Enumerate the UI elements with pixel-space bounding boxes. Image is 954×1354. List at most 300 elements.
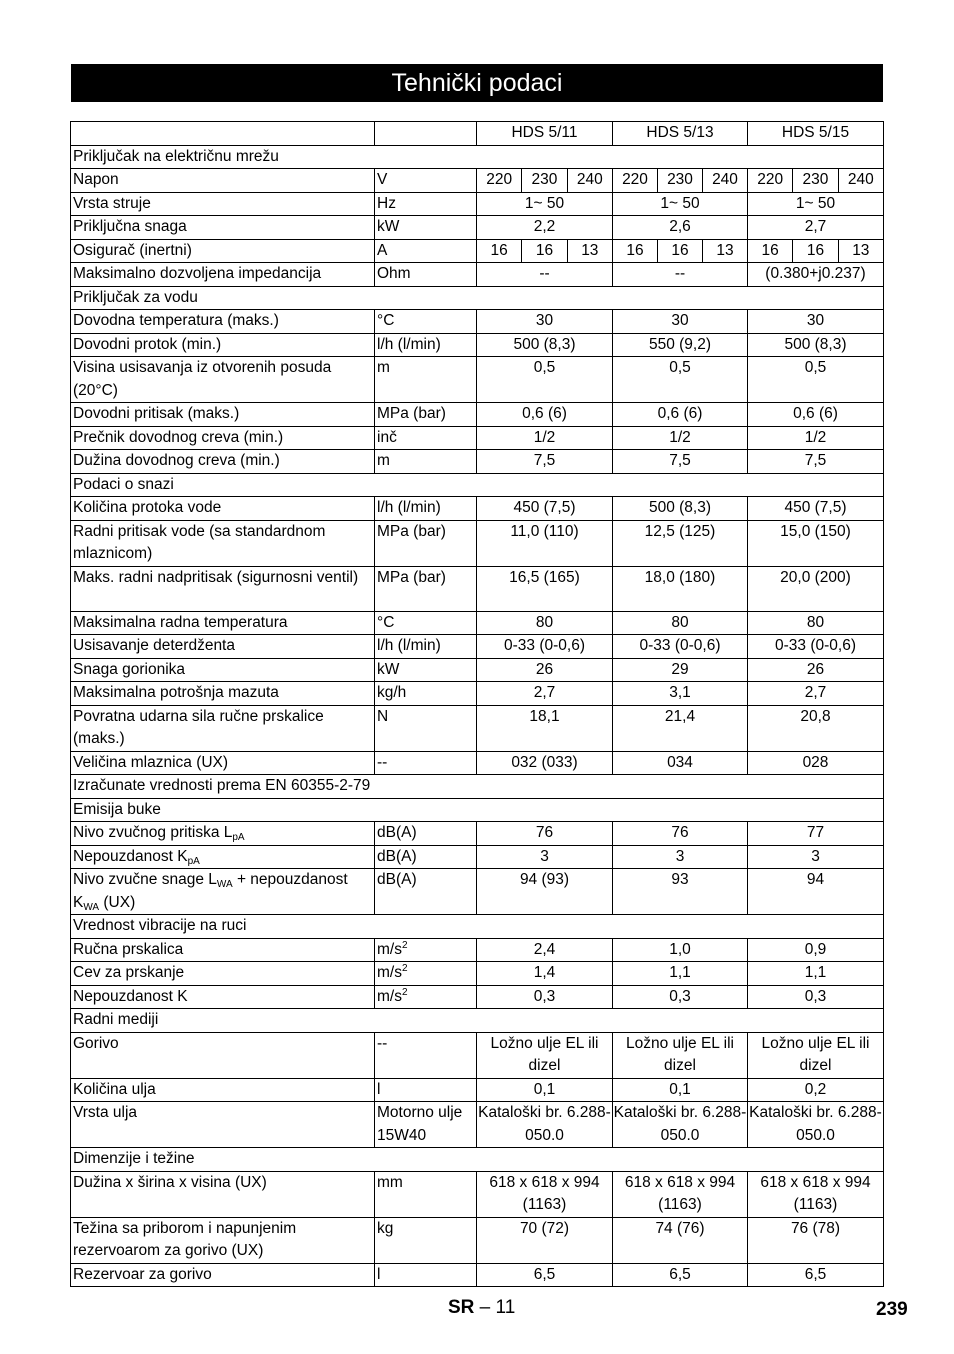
section-title: Izračunate vrednosti prema EN 60355-2-79	[71, 775, 884, 799]
row-unit	[375, 1032, 477, 1078]
row-value: 2,4	[477, 938, 613, 962]
section-title: Dimenzije i težine	[71, 1148, 884, 1172]
sub-value: 13	[702, 240, 747, 263]
sub-value: 230	[521, 169, 566, 192]
label-text: Nepouzdanost K	[73, 847, 188, 865]
row-value: 80	[477, 611, 613, 635]
label-subscript: pA	[187, 855, 200, 867]
unit-text: Ohm	[377, 265, 411, 282]
sub-values	[613, 169, 747, 192]
label-text: Priključna snaga	[73, 218, 187, 235]
row-label	[71, 938, 375, 962]
row-value: 2,7	[477, 682, 613, 706]
table-row	[71, 635, 884, 659]
unit-text: V	[377, 171, 388, 188]
table-row	[71, 520, 884, 566]
label-text: Povratna udarna sila ručne prskalice (maks.)	[73, 707, 324, 747]
label-text: Snaga gorionika	[73, 660, 186, 678]
row-label	[71, 751, 375, 775]
table-row	[71, 263, 884, 287]
row-value: 30	[613, 310, 748, 334]
row-value: 1~ 50	[613, 192, 748, 216]
section-row	[71, 775, 884, 799]
row-unit	[375, 426, 477, 450]
row-value: 80	[748, 611, 884, 635]
table-row	[71, 1102, 884, 1148]
row-label	[71, 822, 375, 846]
row-value: 76 (78)	[748, 1217, 884, 1263]
row-unit	[375, 635, 477, 659]
label-text: Osigurač (inertni)	[73, 241, 192, 259]
row-value: Ložno ulje EL ili dizel	[477, 1032, 613, 1078]
row-label	[71, 845, 375, 869]
label-text: Maks. radni nadpritisak (sigurnosni ventil)	[73, 568, 359, 586]
row-unit	[375, 962, 477, 986]
row-unit	[375, 357, 477, 403]
table-row	[71, 1217, 884, 1263]
unit-text: dB(A)	[377, 847, 417, 865]
row-value: 30	[748, 310, 884, 334]
row-label	[71, 611, 375, 635]
row-unit	[375, 333, 477, 357]
sub-value: 240	[567, 169, 612, 192]
row-value: 1~ 50	[477, 192, 613, 216]
row-value: 74 (76)	[613, 1217, 748, 1263]
row-value: 26	[748, 658, 884, 682]
row-value-split	[477, 169, 613, 193]
row-value: 618 x 618 x 994 (1163)	[748, 1171, 884, 1217]
table-row	[71, 169, 884, 193]
row-label	[71, 1078, 375, 1102]
row-value: 0,1	[613, 1078, 748, 1102]
section-row	[71, 1148, 884, 1172]
row-value: 550 (9,2)	[613, 333, 748, 357]
table-row	[71, 822, 884, 846]
sub-value: 230	[792, 169, 837, 192]
row-label	[71, 310, 375, 334]
row-label	[71, 1032, 375, 1078]
sub-value: 220	[486, 171, 513, 188]
table-row	[71, 192, 884, 216]
row-unit	[375, 239, 477, 263]
unit-text: --	[377, 753, 388, 771]
label-text: Napon	[73, 171, 119, 188]
table-row	[71, 938, 884, 962]
unit-superscript: 2	[401, 986, 408, 998]
unit-text: kW	[377, 218, 400, 235]
sub-values	[477, 169, 612, 192]
row-label	[71, 333, 375, 357]
row-value: --	[613, 263, 748, 287]
label-text: Prečnik dovodnog creva (min.)	[73, 428, 284, 446]
row-value: 3	[613, 845, 748, 869]
row-value: 3	[748, 845, 884, 869]
label-text: Gorivo	[73, 1034, 119, 1052]
row-value: 028	[748, 751, 884, 775]
label-text: Količina protoka vode	[73, 499, 222, 516]
label-text: Dužina dovodnog creva (min.)	[73, 452, 280, 469]
row-value-split	[613, 239, 748, 263]
page-number: 239	[876, 1299, 908, 1320]
table-row	[71, 845, 884, 869]
row-value: 0,6 (6)	[613, 403, 748, 427]
row-unit	[375, 450, 477, 474]
row-value-split	[748, 239, 884, 263]
row-value: 0,6 (6)	[748, 403, 884, 427]
row-value: 16,5 (165)	[477, 566, 613, 611]
row-label	[71, 705, 375, 751]
table-row	[71, 962, 884, 986]
table-row	[71, 497, 884, 521]
row-value: 2,2	[477, 216, 613, 240]
table-row	[71, 426, 884, 450]
label-text: Maksimalna radna temperatura	[73, 613, 288, 631]
sub-values	[748, 169, 883, 192]
row-value-split	[748, 169, 884, 193]
sub-values	[477, 240, 612, 263]
table-row	[71, 985, 884, 1009]
table-row	[71, 1263, 884, 1287]
unit-text: Motorno ulje 15W40	[377, 1104, 463, 1144]
label-text: (UX)	[99, 893, 136, 911]
table-row	[71, 658, 884, 682]
row-unit	[375, 658, 477, 682]
row-value: Ložno ulje EL ili dizel	[613, 1032, 748, 1078]
table-row	[71, 403, 884, 427]
row-value: 0,5	[613, 357, 748, 403]
row-value: 0,2	[748, 1078, 884, 1102]
row-value: 20,8	[748, 705, 884, 751]
sub-value: 16	[626, 241, 644, 259]
label-subscript: WA	[83, 901, 100, 913]
row-value: Ložno ulje EL ili dizel	[748, 1032, 884, 1078]
row-value-split	[477, 239, 613, 263]
row-value: 15,0 (150)	[748, 520, 884, 566]
row-label	[71, 1171, 375, 1217]
label-text: Visina usisavanja iz otvorenih posuda (20°C)	[73, 359, 332, 399]
model-header: HDS 5/15	[748, 122, 884, 146]
row-value: 450 (7,5)	[477, 497, 613, 521]
label-text: Dovodni pritisak (maks.)	[73, 405, 240, 422]
row-unit	[375, 869, 477, 915]
unit-text: kg	[377, 1219, 394, 1237]
row-unit	[375, 1263, 477, 1287]
label-text: Nivo zvučnog pritiska L	[73, 824, 233, 841]
unit-text: l/h (l/min)	[377, 637, 441, 654]
label-subscript: WA	[216, 879, 233, 890]
row-value: 18,1	[477, 705, 613, 751]
row-value: 2,7	[748, 216, 884, 240]
unit-superscript: 2	[401, 963, 408, 974]
row-value: 21,4	[613, 705, 748, 751]
row-unit	[375, 705, 477, 751]
row-value: 032 (033)	[477, 751, 613, 775]
sub-values	[613, 240, 747, 263]
row-value: 3	[477, 845, 613, 869]
row-unit	[375, 822, 477, 846]
row-value: 26	[477, 658, 613, 682]
row-value: 12,5 (125)	[613, 520, 748, 566]
row-unit	[375, 566, 477, 611]
unit-text: A	[377, 241, 388, 259]
row-value: 6,5	[613, 1263, 748, 1287]
row-value: 500 (8,3)	[477, 333, 613, 357]
row-value: 2,6	[613, 216, 748, 240]
row-value: 500 (8,3)	[613, 497, 748, 521]
unit-text: kW	[377, 660, 400, 678]
row-label	[71, 357, 375, 403]
table-row	[71, 1032, 884, 1078]
row-unit	[375, 1171, 477, 1217]
row-value: 94	[748, 869, 884, 915]
section-row	[71, 473, 884, 497]
row-value: 0,5	[748, 357, 884, 403]
label-subscript: pA	[232, 832, 245, 843]
label-text: + nepouzdanost K	[73, 871, 348, 911]
table-row	[71, 566, 884, 611]
label-text: Vrsta ulja	[73, 1104, 138, 1121]
row-label	[71, 426, 375, 450]
table-row	[71, 216, 884, 240]
row-unit	[375, 985, 477, 1009]
row-unit	[375, 310, 477, 334]
label-text: Usisavanje deterdženta	[73, 637, 235, 654]
row-value: Kataloški br. 6.288-050.0	[477, 1102, 613, 1148]
unit-text: m/s	[377, 964, 402, 981]
unit-text: N	[377, 707, 389, 725]
label-text: Dovodni protok (min.)	[73, 335, 222, 353]
row-value: 76	[613, 822, 748, 846]
row-value: 3,1	[613, 682, 748, 706]
row-unit	[375, 520, 477, 566]
sub-value: 240	[702, 169, 747, 192]
row-value: 6,5	[748, 1263, 884, 1287]
row-unit	[375, 1078, 477, 1102]
row-label	[71, 239, 375, 263]
unit-text: mm	[377, 1173, 403, 1191]
table-row	[71, 705, 884, 751]
header-empty	[71, 122, 375, 146]
sub-value: 16	[521, 240, 566, 263]
row-value: --	[477, 263, 613, 287]
table-row	[71, 1171, 884, 1217]
section-row	[71, 798, 884, 822]
sub-value: 16	[792, 240, 837, 263]
section-title: Radni mediji	[71, 1009, 884, 1033]
model-header: HDS 5/11	[477, 122, 613, 146]
row-value: 80	[613, 611, 748, 635]
table-row	[71, 357, 884, 403]
row-value: 30	[477, 310, 613, 334]
row-unit	[375, 169, 477, 193]
row-unit	[375, 216, 477, 240]
row-label	[71, 962, 375, 986]
label-text: Dovodna temperatura (maks.)	[73, 312, 279, 329]
page-title: Tehnički podaci	[71, 64, 883, 102]
row-value: 1,1	[748, 962, 884, 986]
row-label	[71, 658, 375, 682]
row-value: 76	[477, 822, 613, 846]
table-row	[71, 310, 884, 334]
sub-value: 220	[757, 171, 784, 188]
row-value: 0,3	[748, 985, 884, 1009]
unit-text: m/s	[377, 987, 402, 1005]
row-value: 7,5	[748, 450, 884, 474]
section-row	[71, 915, 884, 939]
row-value: 20,0 (200)	[748, 566, 884, 611]
row-label	[71, 635, 375, 659]
unit-superscript: 2	[401, 939, 408, 951]
row-label	[71, 520, 375, 566]
row-label	[71, 263, 375, 287]
sub-value: 16	[490, 241, 508, 259]
row-value: 618 x 618 x 994 (1163)	[477, 1171, 613, 1217]
table-row	[71, 333, 884, 357]
section-row	[71, 1009, 884, 1033]
row-value: 0-33 (0-0,6)	[477, 635, 613, 659]
row-value: 1,1	[613, 962, 748, 986]
row-value: 1,0	[613, 938, 748, 962]
row-label	[71, 169, 375, 193]
row-value: 1,4	[477, 962, 613, 986]
row-value: Kataloški br. 6.288-050.0	[613, 1102, 748, 1148]
row-value: 2,7	[748, 682, 884, 706]
row-unit	[375, 263, 477, 287]
unit-text: kg/h	[377, 684, 407, 701]
unit-text: --	[377, 1034, 388, 1052]
unit-text: °C	[377, 312, 395, 329]
row-label	[71, 985, 375, 1009]
label-text: Količina ulja	[73, 1080, 156, 1098]
table-row	[71, 450, 884, 474]
section-title: Podaci o snazi	[71, 473, 884, 497]
sub-value: 220	[622, 171, 648, 188]
table-row	[71, 869, 884, 915]
row-value: 7,5	[613, 450, 748, 474]
table-row	[71, 611, 884, 635]
row-value: 500 (8,3)	[748, 333, 884, 357]
sub-value: 230	[657, 169, 702, 192]
table-row	[71, 682, 884, 706]
row-unit	[375, 751, 477, 775]
section-title: Vrednost vibracije na ruci	[71, 915, 884, 939]
row-value: 0,3	[613, 985, 748, 1009]
row-value: 29	[613, 658, 748, 682]
sub-values	[748, 240, 883, 263]
row-label	[71, 1263, 375, 1287]
unit-text: m/s	[377, 940, 402, 958]
section-title: Priključak za vodu	[71, 286, 884, 310]
unit-text: l/h (l/min)	[377, 335, 441, 353]
header-empty	[375, 122, 477, 146]
header-row	[71, 122, 884, 146]
sub-value: 240	[838, 169, 883, 192]
row-unit	[375, 192, 477, 216]
row-value: 0-33 (0-0,6)	[748, 635, 884, 659]
row-value: 0,5	[477, 357, 613, 403]
row-unit	[375, 1102, 477, 1148]
sub-value: 16	[657, 240, 702, 263]
row-value: Kataloški br. 6.288-050.0	[748, 1102, 884, 1148]
row-label	[71, 566, 375, 611]
row-unit	[375, 682, 477, 706]
label-text: Vrsta struje	[73, 194, 151, 212]
sub-value: 13	[567, 240, 612, 263]
row-value: 0,3	[477, 985, 613, 1009]
row-unit	[375, 938, 477, 962]
row-value: 0,1	[477, 1078, 613, 1102]
table-row	[71, 1078, 884, 1102]
row-label	[71, 450, 375, 474]
unit-text: MPa (bar)	[377, 522, 446, 540]
row-value: 0,6 (6)	[477, 403, 613, 427]
row-value-split	[613, 169, 748, 193]
row-value: 1/2	[613, 426, 748, 450]
row-value: 94 (93)	[477, 869, 613, 915]
row-value: 93	[613, 869, 748, 915]
unit-text: inč	[377, 428, 397, 446]
unit-text: °C	[377, 613, 395, 631]
unit-text: l/h (l/min)	[377, 499, 441, 516]
sub-value: 16	[761, 241, 779, 259]
model-header: HDS 5/13	[613, 122, 748, 146]
unit-text: l	[377, 1080, 381, 1098]
row-label	[71, 216, 375, 240]
sub-value: 13	[838, 240, 883, 263]
footer-language: SR – 11	[448, 1297, 516, 1318]
table-row	[71, 751, 884, 775]
row-value: 18,0 (180)	[613, 566, 748, 611]
section-title: Priključak na električnu mrežu	[71, 145, 884, 169]
label-text: Rezervoar za gorivo	[73, 1265, 212, 1283]
row-label	[71, 497, 375, 521]
label-text: Veličina mlaznica (UX)	[73, 753, 229, 771]
label-text: Nivo zvučne snage L	[73, 871, 217, 888]
label-text: Maksimalna potrošnja mazuta	[73, 684, 279, 701]
label-text: Težina sa priborom i napunjenim rezervoarom za gorivo (UX)	[73, 1219, 297, 1259]
row-value: 77	[748, 822, 884, 846]
row-value: (0.380+j0.237)	[748, 263, 884, 287]
label-text: Maksimalno dozvoljena impedancija	[73, 265, 322, 282]
row-label	[71, 1217, 375, 1263]
section-row	[71, 286, 884, 310]
row-unit	[375, 403, 477, 427]
row-value: 1/2	[477, 426, 613, 450]
row-label	[71, 682, 375, 706]
row-value: 11,0 (110)	[477, 520, 613, 566]
row-label	[71, 403, 375, 427]
row-value: 450 (7,5)	[748, 497, 884, 521]
row-value: 618 x 618 x 994 (1163)	[613, 1171, 748, 1217]
row-value: 034	[613, 751, 748, 775]
section-row	[71, 145, 884, 169]
row-label	[71, 869, 375, 915]
row-label	[71, 1102, 375, 1148]
row-value: 0,9	[748, 938, 884, 962]
row-value: 6,5	[477, 1263, 613, 1287]
row-unit	[375, 497, 477, 521]
label-text: Dužina x širina x visina (UX)	[73, 1173, 267, 1191]
label-text: Nepouzdanost K	[73, 987, 188, 1005]
unit-text: m	[377, 359, 390, 376]
label-text: Radni pritisak vode (sa standardnom mlaznicom)	[73, 522, 326, 562]
row-label	[71, 192, 375, 216]
label-text: Ručna prskalica	[73, 940, 184, 958]
unit-text: MPa (bar)	[377, 568, 446, 586]
row-unit	[375, 1217, 477, 1263]
row-value: 0-33 (0-0,6)	[613, 635, 748, 659]
tech-data-table	[70, 121, 884, 1287]
